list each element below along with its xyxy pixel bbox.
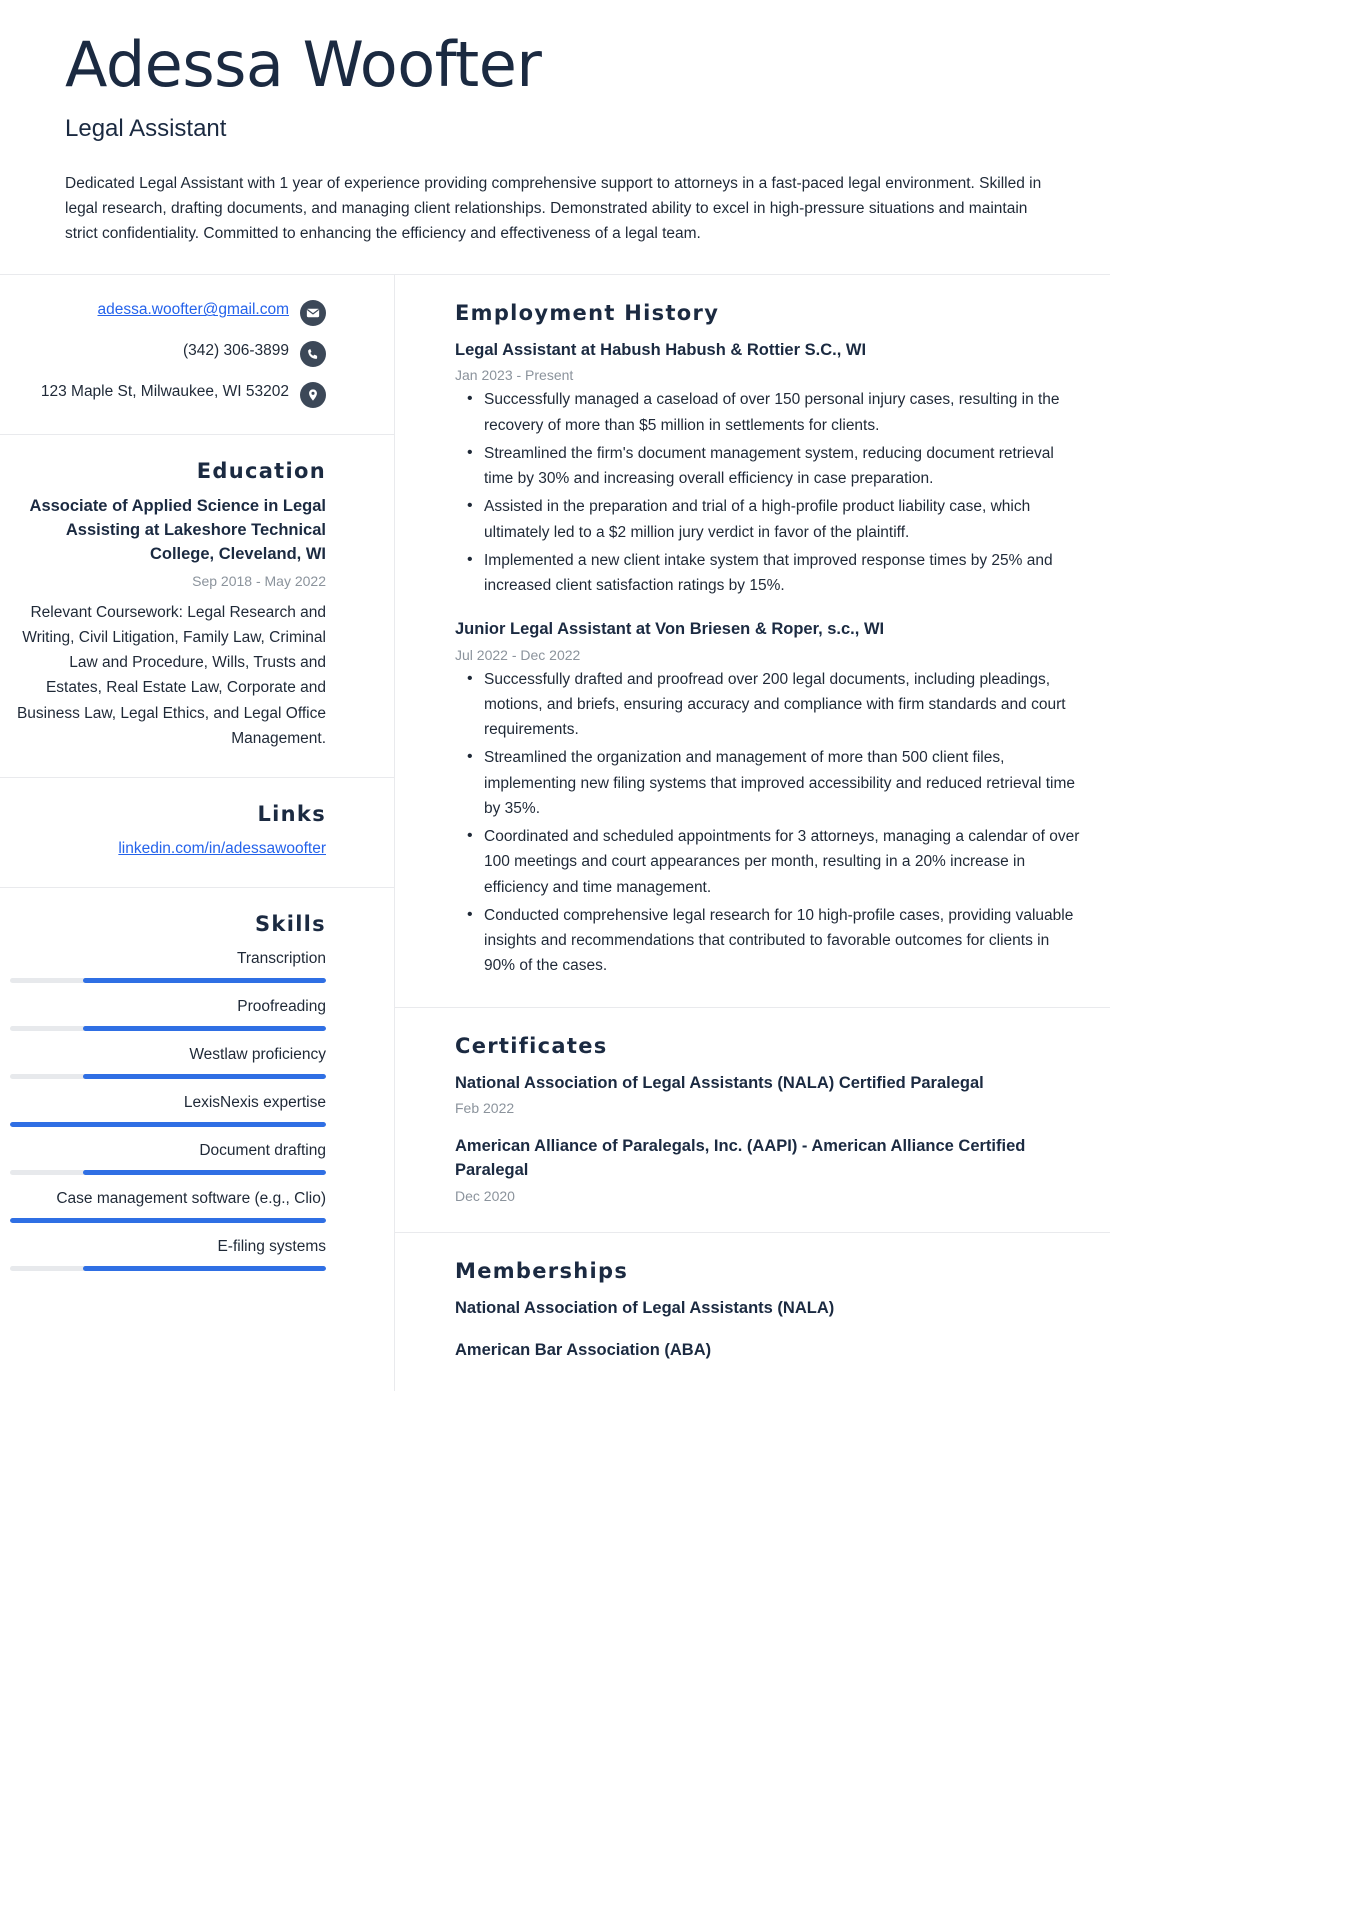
skill-label: Document drafting: [199, 1141, 326, 1159]
skill-bar-track: [10, 1026, 326, 1031]
memberships-heading: Memberships: [455, 1259, 629, 1284]
employment-bullets: [455, 667, 1080, 979]
skill-item: [10, 1044, 326, 1079]
certificate-date: Feb 2022: [455, 1100, 515, 1117]
skill-item: [10, 948, 326, 983]
skill-label: Transcription: [236, 949, 326, 967]
list-item: • Assisted in the preparation and trial of a high-profile product liability case, which ultimately led to a $2 million jury verdict in favor of the plaintiff.: [455, 494, 1080, 545]
employment-heading: Employment History: [455, 301, 720, 326]
sidebar-column: [0, 275, 395, 1391]
skill-bar-fill: [10, 1122, 326, 1127]
link-item-linkedin[interactable]: linkedin.com/in/adessawoofter: [118, 840, 326, 858]
email-value[interactable]: adessa.woofter@gmail.com: [97, 301, 289, 319]
skill-bar-fill: [83, 1026, 326, 1031]
skill-label: Proofreading: [237, 997, 326, 1015]
certificate-date: Dec 2020: [455, 1188, 515, 1205]
certificates-section: [395, 1008, 1110, 1234]
employment-job-title: Legal Assistant at Habush Habush & Rottier S.C., WI: [455, 341, 867, 360]
employment-job-title: Junior Legal Assistant at Von Briesen & Roper, s.c., WI: [455, 620, 885, 639]
contact-email-row[interactable]: [10, 299, 326, 326]
skill-item: [10, 1092, 326, 1127]
skill-bar-track: [10, 1266, 326, 1271]
links-heading: Links: [257, 802, 326, 827]
skill-bar-track: [10, 1170, 326, 1175]
skill-item: [10, 1188, 326, 1223]
skill-bar-track: [10, 1122, 326, 1127]
skill-bar-track: [10, 1074, 326, 1079]
list-item: • Conducted comprehensive legal research for 10 high-profile cases, providing valuable insights and recommendations that contributed to favorable outcomes for clients in 90% of the cases.: [455, 903, 1080, 979]
skill-bar-fill: [83, 1074, 326, 1079]
education-heading: Education: [196, 459, 326, 484]
certificate-entry: [455, 1072, 1080, 1117]
professional-summary: Dedicated Legal Assistant with 1 year of experience providing comprehensive support to attorneys in a fast-paced legal environment. Skilled in legal research, drafting documents, and managing client relationships. Demonstrated ability to excel in high-pressure situations and maintain strict confidentiality. Committed to enhancing the efficiency and effectiveness of a legal team.: [65, 174, 1042, 243]
skill-item: [10, 996, 326, 1031]
certificates-heading: Certificates: [455, 1033, 608, 1058]
employment-bullets: [455, 387, 1080, 598]
membership-item: National Association of Legal Assistants (NALA): [455, 1299, 835, 1318]
contact-phone-row[interactable]: [10, 340, 326, 367]
education-section: [0, 435, 394, 778]
employment-entry: [455, 339, 1080, 598]
certificate-name: American Alliance of Paralegals, Inc. (AAPI) - American Alliance Certified Paralegal: [455, 1137, 1026, 1180]
certificate-name: National Association of Legal Assistants (NALA) Certified Paralegal: [455, 1073, 984, 1092]
skills-heading: Skills: [255, 911, 326, 936]
education-entry: [10, 495, 326, 751]
list-item: • Coordinated and scheduled appointments for 3 attorneys, managing a calendar of over 100 meetings and court appearances per month, resulting in a 20% increase in efficiency and time management.: [455, 824, 1080, 900]
phone-value: (342) 306-3899: [183, 342, 289, 360]
employment-entry: [455, 618, 1080, 978]
map-pin-icon: [300, 382, 326, 408]
employment-date: Jul 2022 - Dec 2022: [455, 646, 581, 663]
contact-section: [0, 275, 394, 435]
address-value: 123 Maple St, Milwaukee, WI 53202: [40, 383, 289, 401]
list-item: • Implemented a new client intake system that improved response times by 25% and increased client satisfaction ratings by 15%.: [455, 548, 1080, 599]
main-column: [395, 275, 1110, 1391]
employment-date: Jan 2023 - Present: [455, 367, 574, 384]
membership-item: American Bar Association (ABA): [455, 1341, 712, 1360]
page-title: Adessa Woofter: [65, 28, 542, 101]
education-degree: Associate of Applied Science in Legal Assisting at Lakeshore Technical College, Cleveland, WI: [29, 497, 326, 564]
resume-body: [0, 274, 1110, 1391]
job-title: Legal Assistant: [65, 115, 227, 143]
education-description: Relevant Coursework: Legal Research and Writing, Civil Litigation, Family Law, Criminal Law and Procedure, Wills, Trusts and Estates, Real Estate Law, Corporate and Business Law, Legal Ethics, and Legal Office Management.: [16, 603, 326, 747]
list-item: • Successfully managed a caseload of over 150 personal injury cases, resulting in the recovery of more than $5 million in settlements for clients.: [455, 387, 1080, 438]
skill-bar-fill: [83, 1170, 326, 1175]
skill-bar-track: [10, 978, 326, 983]
envelope-icon: [300, 300, 326, 326]
skills-section: [0, 888, 394, 1299]
phone-icon: [300, 341, 326, 367]
skill-label: E-filing systems: [217, 1237, 326, 1255]
resume-header: [0, 0, 1110, 274]
education-date: Sep 2018 - May 2022: [192, 573, 326, 590]
list-item: • Streamlined the organization and management of more than 500 client files, implementing new filing systems that improved accessibility and reduced retrieval time by 35%.: [455, 745, 1080, 821]
employment-section: [395, 275, 1110, 1007]
contact-address-row: [10, 381, 326, 408]
skill-item: [10, 1140, 326, 1175]
skill-label: Westlaw proficiency: [189, 1045, 326, 1063]
skill-label: Case management software (e.g., Clio): [56, 1189, 326, 1207]
skill-bar-fill: [83, 1266, 326, 1271]
skill-bar-fill: [83, 978, 326, 983]
skill-item: [10, 1236, 326, 1271]
list-item: • Streamlined the firm's document management system, reducing document retrieval time by 30% and increasing overall efficiency in case preparation.: [455, 441, 1080, 492]
certificate-entry: [455, 1135, 1080, 1204]
list-item: • Successfully drafted and proofread over 200 legal documents, including pleadings, motions, and briefs, ensuring accuracy and compliance with firm standards and court requirements.: [455, 667, 1080, 743]
skill-label: LexisNexis expertise: [183, 1093, 326, 1111]
links-section: [0, 778, 394, 887]
memberships-section: [395, 1233, 1110, 1391]
skill-bar-fill: [10, 1218, 326, 1223]
skill-bar-track: [10, 1218, 326, 1223]
